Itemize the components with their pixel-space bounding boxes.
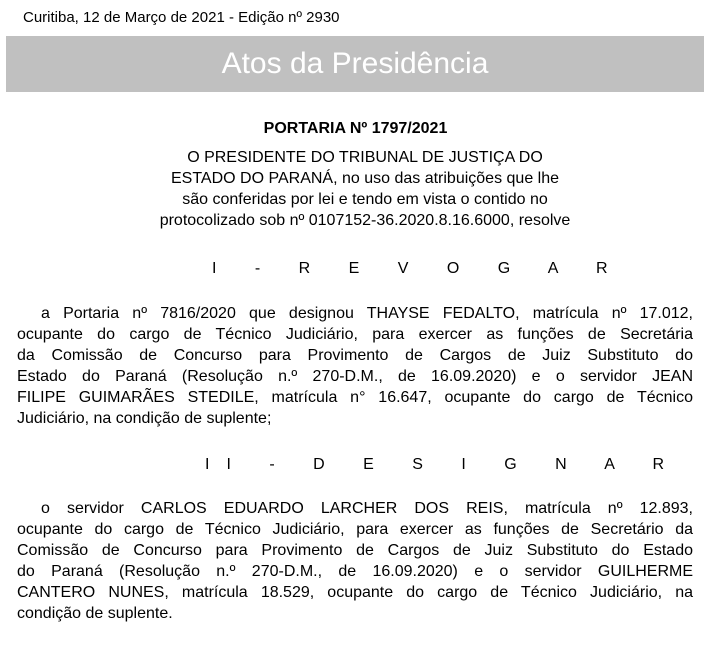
- paragraph-line: o servidor CARLOS EDUARDO LARCHER DOS REIS, matrícula nº 12.893,: [41, 500, 693, 517]
- preamble-line: ESTADO DO PARANÁ, no uso das atribuições que lhe: [170, 170, 560, 187]
- section-banner: [6, 36, 704, 92]
- section-2-paragraph: [17, 498, 693, 624]
- paragraph-line: FILIPE GUIMARÃES STEDILE, matrícula n° 16.647, ocupante do cargo de Técnico: [17, 389, 693, 406]
- paragraph-line: ocupante do cargo de Técnico Judiciário, para exercer as funções de Secretária: [17, 326, 693, 343]
- preamble: [80, 147, 650, 231]
- paragraph-line: da Comissão de Concurso para Provimento de Cargos de Juiz Substituto do: [17, 347, 693, 364]
- paragraph-line: condição de suplente.: [17, 605, 173, 622]
- paragraph-line: Judiciário, na condição de suplente;: [17, 410, 272, 427]
- paragraph-line: Comissão de Concurso para Provimento de Cargos de Juiz Substituto do Estado: [17, 542, 693, 559]
- preamble-line: protocolizado sob nº 0107152-36.2020.8.16.6000, resolve: [159, 212, 571, 229]
- section-2-heading: II - D E S I G N A R: [205, 456, 682, 473]
- paragraph-line: a Portaria nº 7816/2020 que designou THAYSE FEDALTO, matrícula nº 17.012,: [41, 305, 693, 322]
- banner-title: Atos da Presidência: [221, 47, 489, 80]
- document-title: PORTARIA Nº 1797/2021: [263, 120, 448, 137]
- section-1-paragraph: [17, 303, 693, 429]
- paragraph-line: ocupante do cargo de Técnico Judiciário, para exercer as funções de Secretário da: [17, 521, 693, 538]
- paragraph-line: Estado do Paraná (Resolução n.º 270-D.M., de 16.09.2020) e o servidor JEAN: [17, 368, 693, 385]
- paragraph-line: do Paraná (Resolução n.º 270-D.M., de 16.09.2020) e o servidor GUILHERME: [17, 563, 693, 580]
- section-1-heading: I - R E V O G A R: [212, 260, 625, 277]
- preamble-line: são conferidas por lei e tendo em vista o contido no: [182, 191, 548, 208]
- paragraph-line: CANTERO NUNES, matrícula 18.529, ocupante do cargo de Técnico Judiciário, na: [17, 584, 693, 601]
- edition-header: Curitiba, 12 de Março de 2021 - Edição nº 2930: [23, 9, 340, 26]
- preamble-line: O PRESIDENTE DO TRIBUNAL DE JUSTIÇA DO: [187, 149, 543, 166]
